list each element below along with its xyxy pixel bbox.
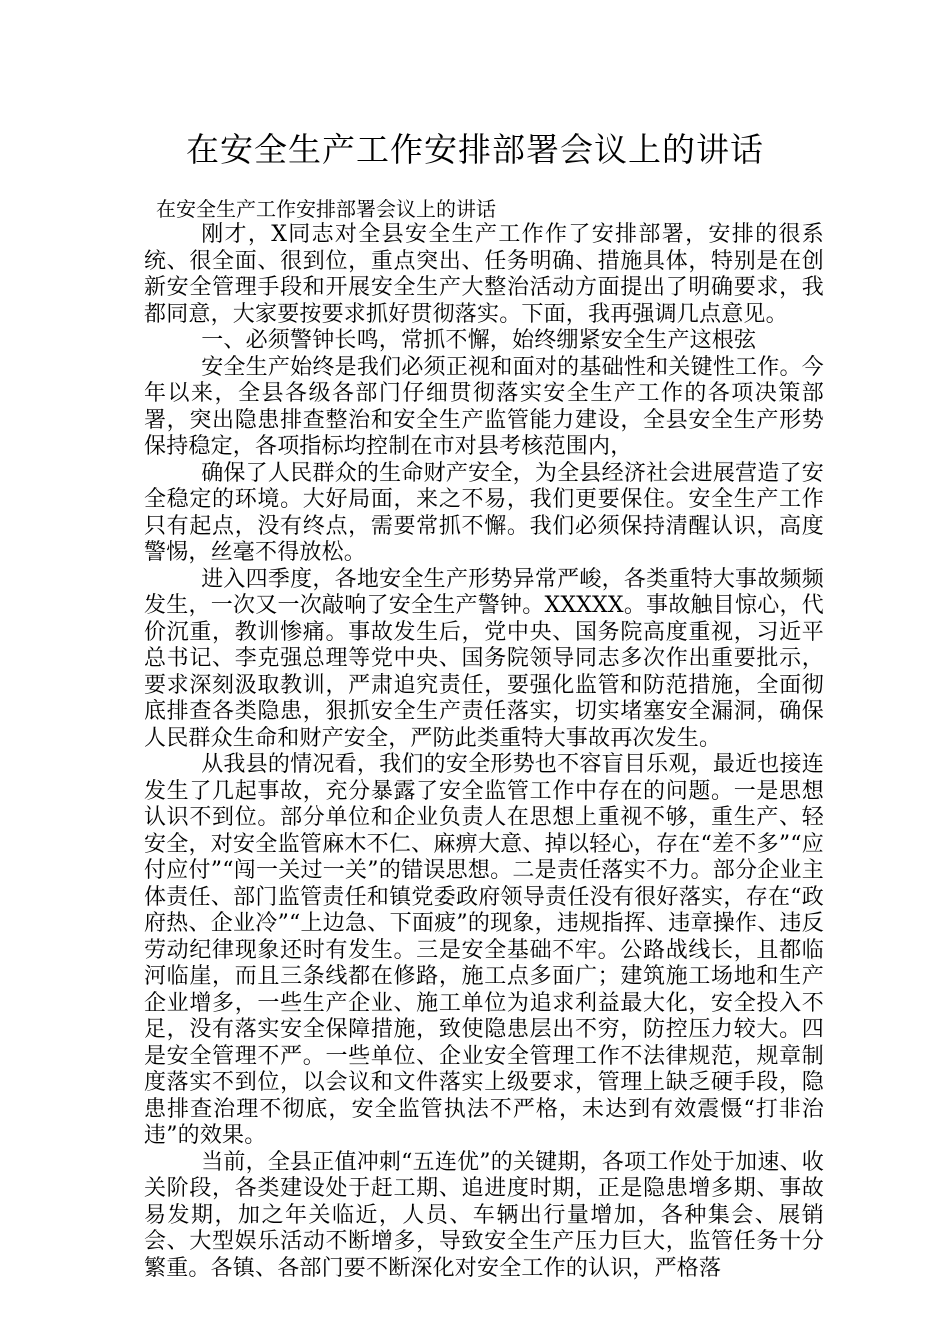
paragraph: 从我县的情况看，我们的安全形势也不容盲目乐观，最近也接连发生了几起事故，充分暴露了安全监管工作中存在的问题。一是思想认识不到位。部分单位和企业负责人在思想上重视不够，重生产、轻安全，对安全监管麻木不仁、麻痹大意、掉以轻心，存在“差不多”“应付应付”“闯一关过一关”的错误思想。二是责任落实不力。部分企业主体责任、部门监管责任和镇党委政府领导责任没有很好落实，存在“政府热、企业冷”“上边急、下面疲”的现象，违规指挥、违章操作、违反劳动纪律现象还时有发生。三是安全基础不牢。公路战线长，且都临河临崖，而且三条线都在修路，施工点多面广；建筑施工场地和生产企业增多，一些生产企业、施工单位为追求利益最大化，安全投入不足，没有落实安全保障措施，致使隐患层出不穷，防控压力较大。四是安全管理不严。一些单位、企业安全管理工作不法律规范，规章制度落实不到位，以会议和文件落实上级要求，管理上缺乏硬手段，隐患排查治理不彻底，安全监管执法不严格，未达到有效震慑“打非治违”的效果。 (144, 752, 824, 1148)
document-subtitle: 在安全生产工作安排部署会议上的讲话 (156, 197, 496, 221)
paragraph: 当前，全县正值冲刺“五连优”的关键期，各项工作处于加速、收关阶段，各类建设处于赶工期、追进度时期，正是隐患增多期、事故易发期，加之年关临近，人员、车辆出行量增加，各种集会、展销会、大型娱乐活动不断增多，导致安全生产压力巨大，监管任务十分繁重。各镇、各部门要不断深化对安全工作的认识，严格落 (144, 1149, 824, 1281)
paragraph-intro: 刚才，X同志对全县安全生产工作作了安排部署，安排的很系统、很全面、很到位，重点突出、任务明确、措施具体，特别是在创新安全管理手段和开展安全生产大整治活动方面提出了明确要求，我都同意，大家要按要求抓好贯彻落实。下面，我再强调几点意见。 (144, 222, 824, 327)
paragraph: 安全生产始终是我们必须正视和面对的基础性和关键性工作。今年以来，全县各级各部门仔细贯彻落实安全生产工作的各项决策部署，突出隐患排查整治和安全生产监管能力建设，全县安全生产形势保持稳定，各项指标均控制在市对县考核范围内， (144, 354, 824, 459)
document-title: 在安全生产工作安排部署会议上的讲话 (186, 130, 764, 169)
section-heading-1: 一、必须警钟长鸣，常抓不懈，始终绷紧安全生产这根弦 (201, 328, 757, 353)
paragraph: 确保了人民群众的生命财产安全，为全县经济社会进展营造了安全稳定的环境。大好局面，来之不易，我们更要保住。安全生产工作只有起点，没有终点，需要常抓不懈。我们必须保持清醒认识，高度警惕，丝毫不得放松。 (144, 460, 824, 565)
document-body (144, 196, 824, 1282)
paragraph: 进入四季度，各地安全生产形势异常严峻，各类重特大事故频频发生，一次又一次敲响了安全生产警钟。XXXXX。事故触目惊心，代价沉重，教训惨痛。事故发生后，党中央、国务院高度重视，习近平总书记、李克强总理等党中央、国务院领导同志多次作出重要批示，要求深刻汲取教训，严肃追究责任，要强化监管和防范措施，全面彻底排查各类隐患，狠抓安全生产责任落实，切实堵塞安全漏洞，确保人民群众生命和财产安全，严防此类重特大事故再次发生。 (144, 566, 824, 751)
